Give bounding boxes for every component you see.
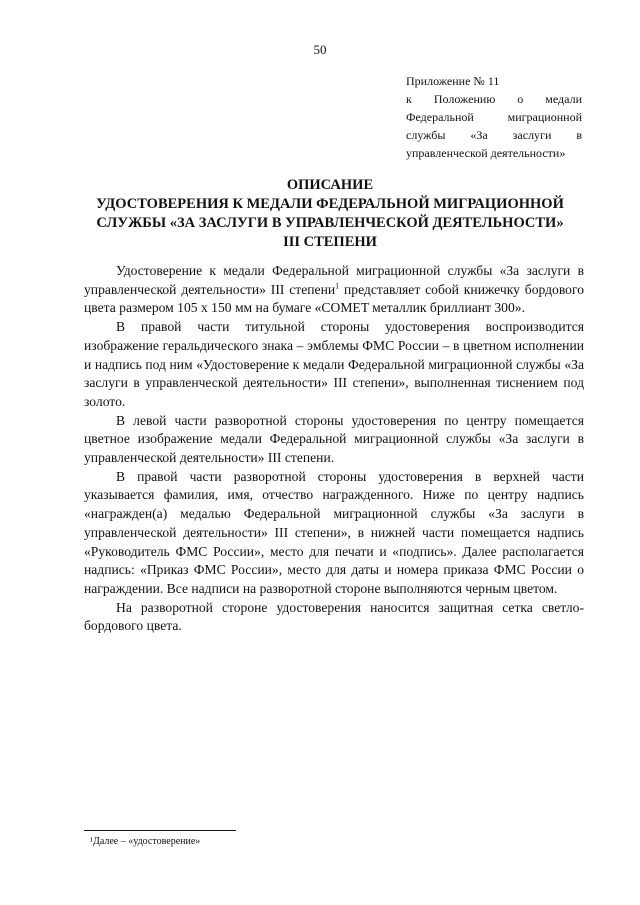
- paragraph-4: В правой части разворотной стороны удостоверения в верхней части указывается фамилия, имя, отчество награжденного. Ниже по центру надпись «награжден(а) медалью Федеральной миграционной службы «За заслуги в управленческой деятельности» III степени», в нижней части помещается надпись «Руководитель ФМС России», место для печати и «подпись». Далее располагается надпись: «Приказ ФМС России», место для даты и номера приказа ФМС России о награждении. Все надписи на разворотной стороне выполняются черным цветом.: [84, 468, 584, 596]
- document-title: [60, 176, 600, 252]
- paragraph-2: В правой части титульной стороны удостоверения воспроизводится изображение геральдического знака – эмблемы ФМС России – в цветном исполнении и надпись под ним «Удостоверение к медали Федеральной миграционной службы «За заслуги в управленческой деятельности» III степени», выполненная тиснением под золото.: [84, 319, 584, 409]
- footnote: ¹Далее – «удостоверение»: [90, 836, 201, 847]
- appendix-text: к Положению о медали Федеральной миграционной службы «За заслуги в управленческой деятельности»: [406, 92, 582, 160]
- title-line-4: III СТЕПЕНИ: [283, 234, 377, 250]
- main-text: [84, 262, 584, 636]
- paragraph-1-end: представляет собой книжечку бордового цвета размером 105 х 150 мм на бумаге «COMET металлик бриллиант 300».: [84, 281, 584, 316]
- paragraph-3: В левой части разворотной стороны удостоверения по центру помещается цветное изображение медали Федеральной миграционной службы «За заслуги в управленческой деятельности» III степени.: [84, 412, 584, 466]
- paragraph-1: [84, 262, 584, 318]
- title-line-2: УДОСТОВЕРЕНИЯ К МЕДАЛИ ФЕДЕРАЛЬНОЙ МИГРАЦИОННОЙ: [96, 196, 564, 212]
- paragraph-5: На разворотной стороне удостоверения наносится защитная сетка светло-бордового цвета.: [84, 599, 584, 634]
- appendix-block: [406, 72, 582, 162]
- appendix-title: Приложение № 11: [406, 74, 500, 88]
- title-line-1: ОПИСАНИЕ: [286, 177, 374, 193]
- footnote-marker: 1: [335, 281, 340, 291]
- footnote-divider: [84, 830, 236, 831]
- title-line-3: СЛУЖБЫ «ЗА ЗАСЛУГИ В УПРАВЛЕНЧЕСКОЙ ДЕЯТЕЛЬНОСТИ»: [96, 215, 564, 231]
- paragraph-1-start: Удостоверение к медали Федеральной миграционной службы «За заслуги в управленческой деятельности» III степени: [84, 263, 584, 297]
- page-number: 50: [313, 42, 327, 57]
